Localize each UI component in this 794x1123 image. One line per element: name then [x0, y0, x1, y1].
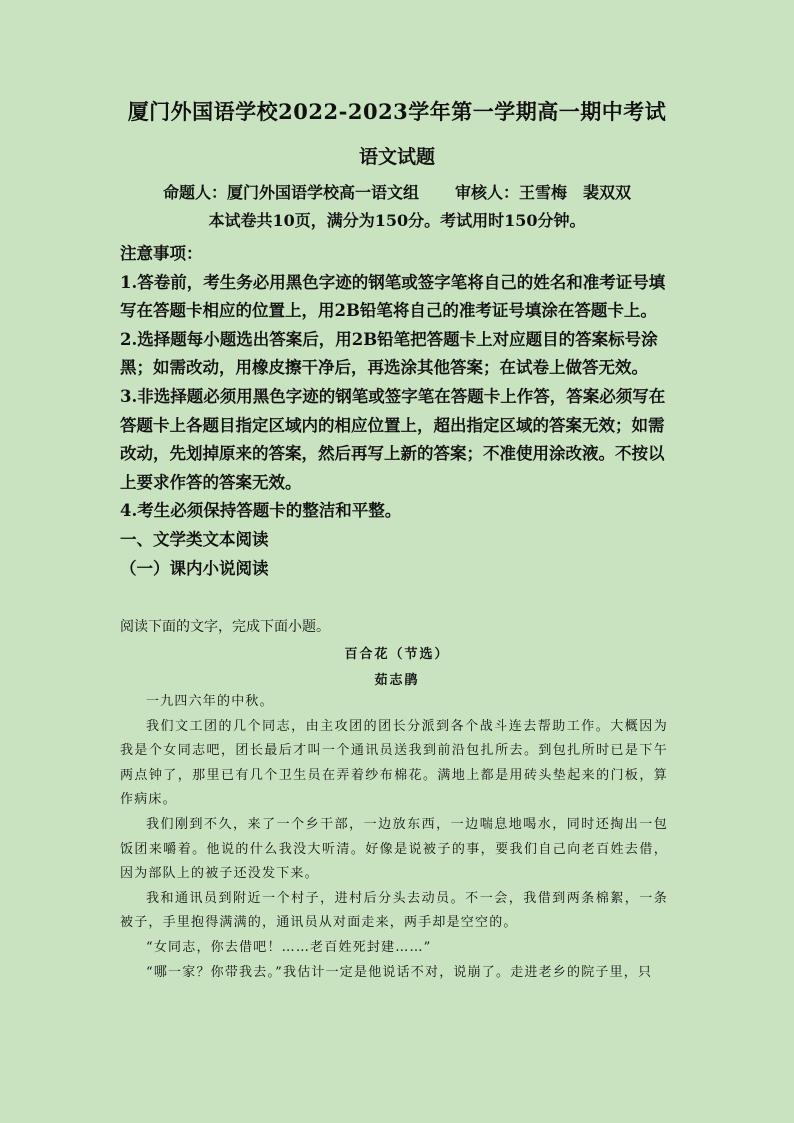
reviewer-line: 审核人：王雪梅 裴双双: [455, 183, 632, 202]
notice-block: [120, 240, 680, 583]
story-paragraph: 我和通讯员到附近一个村子，进村后分头去动员。不一会，我借到两条棉絮，一条被子，手里抱得满满的，通讯员从对面走来，两手却是空空的。: [120, 890, 668, 931]
exam-subtitle: 语文试题: [358, 146, 435, 168]
notice-item-3: 3.非选择题必须用黑色字迹的钢笔或签字笔在答题卡上作答，答案必须写在答题卡上各题目指定区域内的相应位置上，超出指定区域的答案无效；如需改动，先划掉原来的答案，然后再写上新的答案；不准使用涂改液。不按以上要求作答的答案无效。: [120, 386, 666, 492]
reading-instruction: 阅读下面的文字，完成下面小题。: [120, 619, 330, 635]
notice-heading: 注意事项：: [120, 244, 203, 263]
setter-line: 命题人：厦门外国语学校高一语文组: [162, 183, 419, 202]
exam-title: 厦门外国语学校2022-2023学年第一学期高一期中考试: [127, 99, 667, 124]
story-author: 茹志鹃: [374, 673, 420, 688]
section-sub: （一）课内小说阅读: [120, 558, 269, 578]
section-part: 一、文学类文本阅读: [120, 529, 269, 549]
notice-item-2: 2.选择题每小题选出答案后，用2B铅笔把答题卡上对应题目的答案标号涂黑；如需改动，用橡皮擦干净后，再选涂其他答案；在试卷上做答无效。: [120, 329, 658, 378]
exam-authors: [0, 180, 794, 203]
story-paragraph: 一九四六年的中秋。: [146, 694, 274, 709]
notice-item-4: 4.考生必须保持答题卡的整洁和平整。: [120, 501, 402, 521]
story-paragraph: “哪一家？你带我去。”我估计一定是他说话不对，说崩了。走进老乡的院子里，只: [146, 964, 653, 980]
story-paragraph: 我们刚到不久，来了一个乡干部，一边放东西，一边喘息地喝水，同时还掏出一包饭团来嚼着。他说的什么我没大听清。好像是说被子的事，要我们自己向老百姓去借，因为部队上的被子还没发下来。: [120, 816, 668, 882]
story-paragraph: “女同志，你去借吧！……老百姓死封建……”: [146, 939, 432, 955]
story-title: 百合花（节选）: [344, 647, 450, 662]
notice-item-1: 1.答卷前，考生务必用黑色字迹的钢笔或签字笔将自己的姓名和准考证号填写在答题卡相应的位置上，用2B铅笔将自己的准考证号填涂在答题卡上。: [120, 272, 666, 321]
story-body: [120, 690, 668, 985]
story-paragraph: 我们文工团的几个同志，由主攻团的团长分派到各个战斗连去帮助工作。大概因为我是个女同志吧，团长最后才叫一个通讯员送我到前沿包扎所去。到包扎所时已是下午两点钟了，那里已有几个卫生员在弄着纱布棉花。满地上都是用砖头垫起来的门板，算作病床。: [120, 718, 668, 808]
exam-info: 本试卷共10页，满分为150分。考试用时150分钟。: [208, 211, 586, 230]
